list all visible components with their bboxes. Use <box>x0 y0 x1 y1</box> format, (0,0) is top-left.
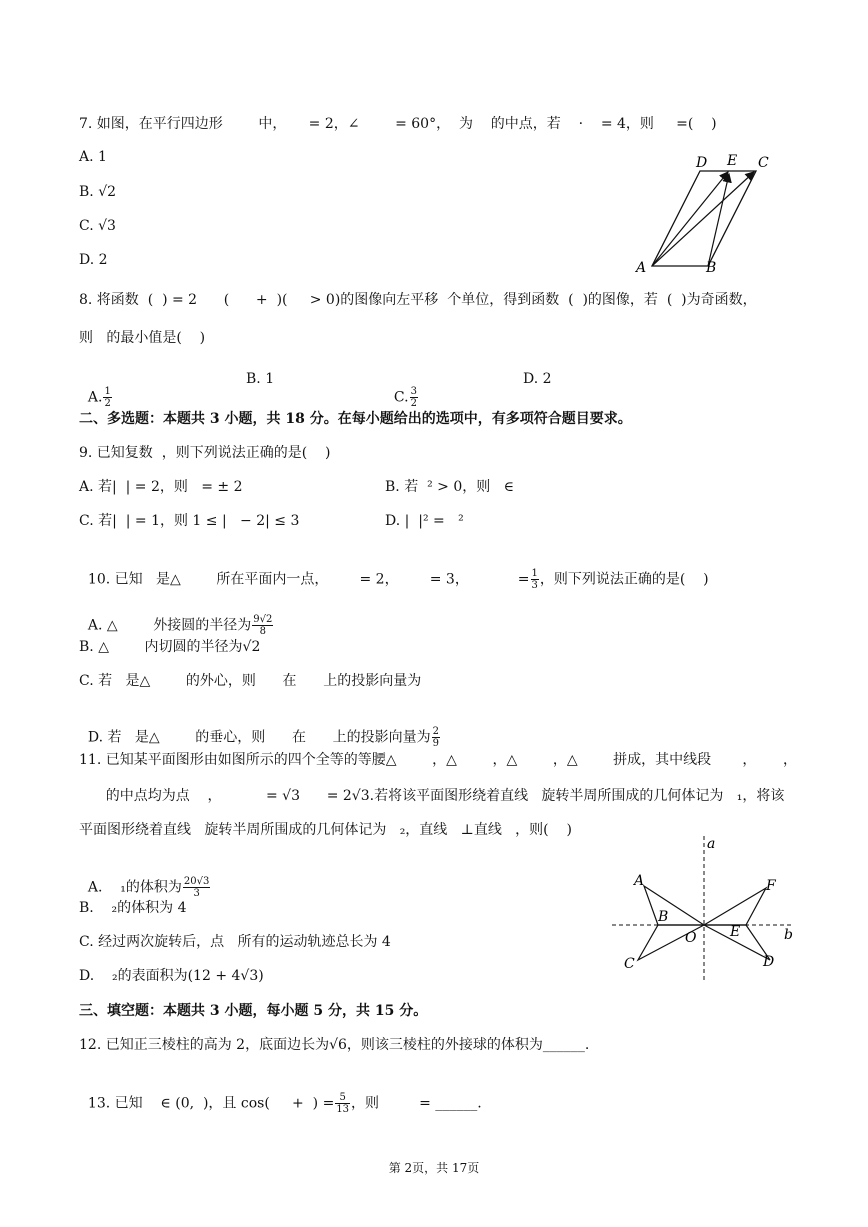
q9-option-d: D. | |² = ² <box>385 513 464 529</box>
label-a: A <box>636 260 647 276</box>
vector-be <box>708 174 729 266</box>
vector-ac <box>652 172 754 266</box>
section-3-heading: 三、填空题：本题共 3 小题，每小题 5 分，共 15 分。 <box>79 1003 428 1019</box>
q8-option-d: D. 2 <box>523 371 552 387</box>
label-d: D <box>763 954 775 970</box>
label-b: B <box>658 909 669 925</box>
label-c: C <box>624 956 635 972</box>
q9-option-a: A. 若| | = 2，则 = ± 2 <box>79 479 243 495</box>
q11-option-a: A. ₁的体积为 $\frac{20√3}{3}$ <box>87 876 210 899</box>
label-o: O <box>685 930 697 946</box>
q8-option-c: C. $\frac{3}{2}$ <box>393 386 417 409</box>
label-c: C <box>758 155 769 171</box>
q11-stem-line2: 的中点均为点 ， = √3 = 2√3.若将该平面图形绕着直线 旋转半周所围成的几何体记为 ₁，将该 <box>79 788 785 804</box>
q9-stem: 9. 已知复数 ，则下列说法正确的是( ) <box>79 445 331 461</box>
q11-triangles-figure <box>608 832 808 982</box>
label-d: D <box>696 155 708 171</box>
q7-option-c: C. √3 <box>79 218 116 234</box>
section-2-heading: 二、多选题：本题共 3 小题，共 18 分。在每小题给出的选项中，有多项符合题目要求。 <box>79 411 632 427</box>
q8-stem-line2: 则 的最小值是( ) <box>79 330 206 346</box>
q8-stem-line1: 8. 将函数 ( ) = 2 ( + )( > 0)的图像向左平移 个单位，得到函数 ( )的图像，若 ( )为奇函数， <box>79 292 757 308</box>
vector-ae <box>652 172 728 266</box>
q8-option-b: B. 1 <box>246 371 275 387</box>
q12-stem: 12. 已知正三棱柱的高为 2，底面边长为√6，则该三棱柱的外接球的体积为______. <box>79 1037 590 1053</box>
q7-stem: 7. 如图，在平行四边形 中， = 2，∠ = 60°， 为 的中点，若 · = 4，则 =( ) <box>79 116 717 132</box>
q10-stem: 10. 已知 是△ 所在平面内一点， = 2， = 3， = $\frac{1}{3}$ ，则下列说法正确的是( ) <box>87 568 709 591</box>
q9-option-c: C. 若| | = 1，则 1 ≤ | − 2| ≤ 3 <box>79 513 300 529</box>
label-a: A <box>634 873 645 889</box>
q7-option-d: D. 2 <box>79 252 108 268</box>
q13-stem: 13. 已知 ∈ (0, )，且 cos( + ) = $\frac{5}{13}$ ，则 = ______. <box>87 1092 482 1115</box>
triangle-foe <box>704 888 766 925</box>
q11-option-d: D. ₂的表面积为(12 + 4√3) <box>79 968 264 984</box>
triangle-aob <box>644 886 704 925</box>
q8-option-a: A. $\frac{1}{2}$ <box>87 386 111 409</box>
q11-stem-line1: 11. 已知某平面图形由如图所示的四个全等的等腰△ ，△ ，△ ，△ 拼成，其中线段 ， ， <box>79 752 798 768</box>
label-b: B <box>706 260 717 276</box>
q7-option-b: B. √2 <box>79 184 117 200</box>
label-axis-a: a <box>707 836 716 852</box>
label-axis-b: b <box>784 927 793 943</box>
label-f: F <box>766 878 776 894</box>
q10-option-c: C. 若 是△ 的外心，则 在 上的投影向量为 <box>79 673 422 689</box>
q10-option-b: B. △ 内切圆的半径为√2 <box>79 639 261 655</box>
label-e: E <box>730 924 741 940</box>
q10-option-d: D. 若 是△ 的垂心，则 在 上的投影向量为 $\frac{2}{9}$ <box>87 726 440 749</box>
q11-option-b: B. ₂的体积为 4 <box>79 900 187 916</box>
label-e: E <box>727 153 738 169</box>
q9-option-b: B. 若 ² > 0，则 ∈ <box>385 479 514 495</box>
page-footer: 第 2页，共 17页 <box>388 1161 480 1175</box>
q7-option-a: A. 1 <box>79 149 107 165</box>
q7-parallelogram-figure <box>630 150 780 280</box>
q11-option-c: C. 经过两次旋转后，点 所有的运动轨迹总长为 4 <box>79 934 391 950</box>
q11-stem-line3: 平面图形绕着直线 旋转半周所围成的几何体记为 ₂，直线 ⊥直线 ，则( ) <box>79 822 572 838</box>
q10-option-a: A. △ 外接圆的半径为 $\frac{9√2}{8}$ <box>87 614 273 637</box>
